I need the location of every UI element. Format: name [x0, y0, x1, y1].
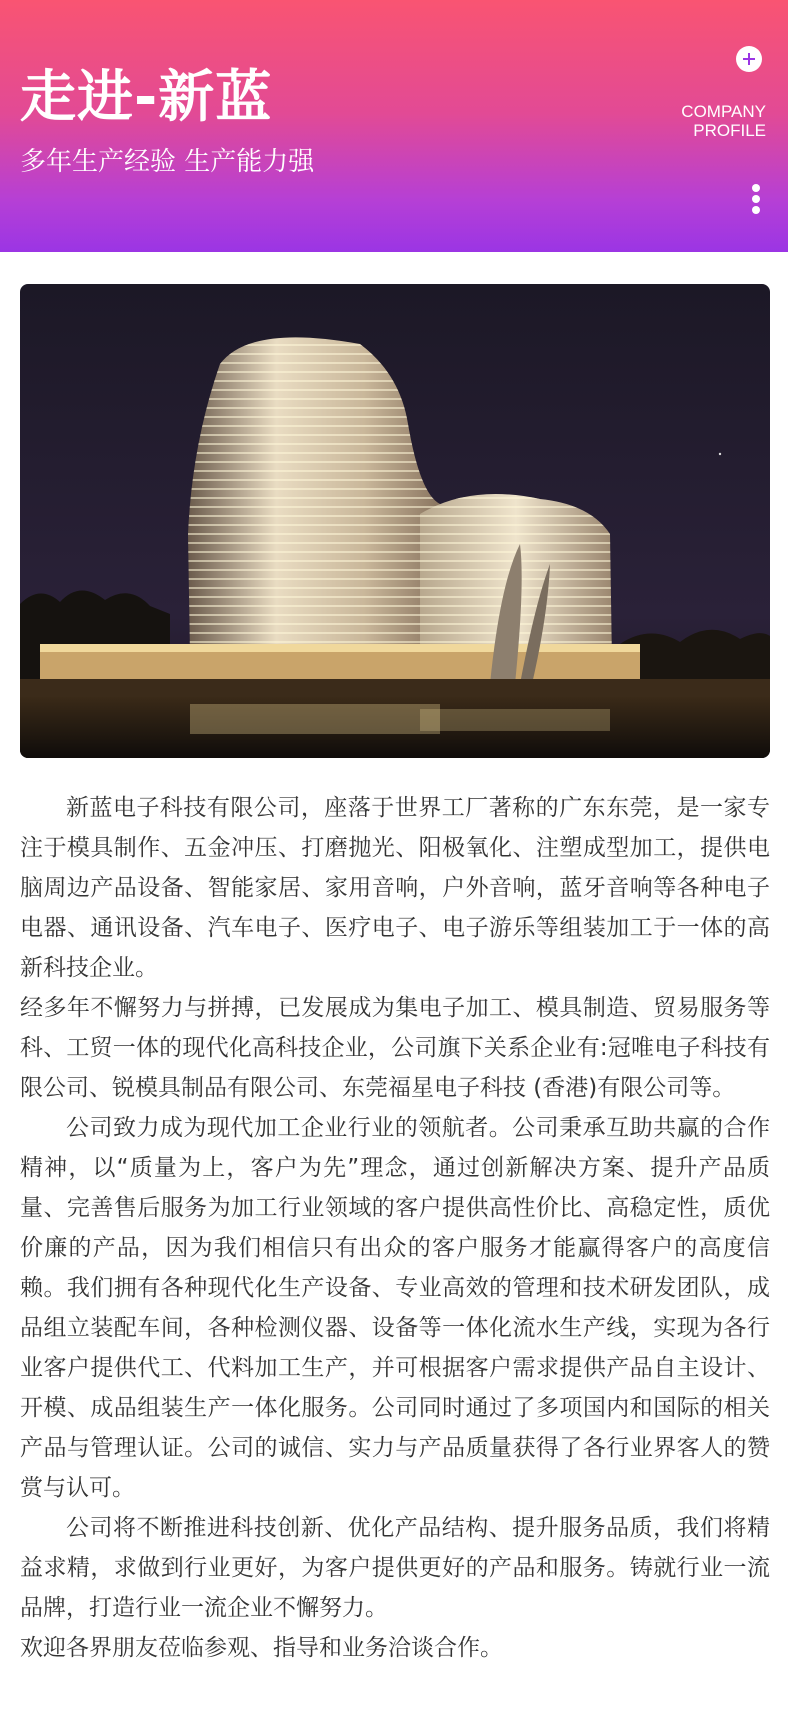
intro-paragraph: 新蓝电子科技有限公司，座落于世界工厂著称的广东东莞，是一家专注于模具制作、五金冲压、打磨抛光、阳极氧化、注塑成型加工，提供电脑周边产品设备、智能家居、家用音响，户外音响，蓝牙音响等各种电子电器、通讯设备、汽车电子、医疗电子、电子游乐等组装加工于一体的高新科技企业。	[20, 795, 770, 981]
intro-paragraph: 经多年不懈努力与拼搏，已发展成为集电子加工、模具制造、贸易服务等科、工贸一体的现代化高科技企业，公司旗下关系企业有:冠唯电子科技有限公司、锐模具制品有限公司、东莞福星电子科技 (香港)有限公司等。	[20, 995, 770, 1101]
company-profile-line1: COMPANY	[681, 102, 766, 121]
page-header	[0, 0, 790, 252]
intro-paragraph: 公司致力成为现代加工企业行业的领航者。公司秉承互助共赢的合作精神，以“质量为上，客户为先”理念，通过创新解决方案、提升产品质量、完善售后服务为加工行业领域的客户提供高性价比、高稳定性，质优价廉的产品，因为我们相信只有出众的客户服务才能赢得客户的高度信赖。我们拥有各种现代化生产设备、专业高效的管理和技术研发团队，成品组立装配车间，各种检测仪器、设备等一体化流水生产线，实现为各行业客户提供代工、代料加工生产，并可根据客户需求提供产品自主设计、开模、成品组装生产一体化服务。公司同时通过了多项国内和国际的相关产品与管理认证。公司的诚信、实力与产品质量获得了各行业界客人的赞赏与认可。	[20, 1115, 770, 1501]
more-vertical-icon[interactable]	[750, 184, 762, 210]
intro-paragraph: 公司将不断推进科技创新、优化产品结构、提升服务品质，我们将精益求精，求做到行业更好，为客户提供更好的产品和服务。铸就行业一流品牌，打造行业一流企业不懈努力。	[20, 1515, 770, 1621]
page-subtitle: 多年生产经验 生产能力强	[20, 147, 315, 177]
plus-circle-icon[interactable]	[736, 46, 762, 72]
company-building-photo	[20, 284, 770, 758]
intro-paragraph: 欢迎各界朋友莅临参观、指导和业务洽谈合作。	[20, 1635, 503, 1661]
company-profile-label	[681, 102, 766, 140]
company-introduction	[20, 788, 770, 1668]
company-profile-line2: PROFILE	[693, 121, 766, 140]
page-title: 走进-新蓝	[20, 65, 273, 130]
